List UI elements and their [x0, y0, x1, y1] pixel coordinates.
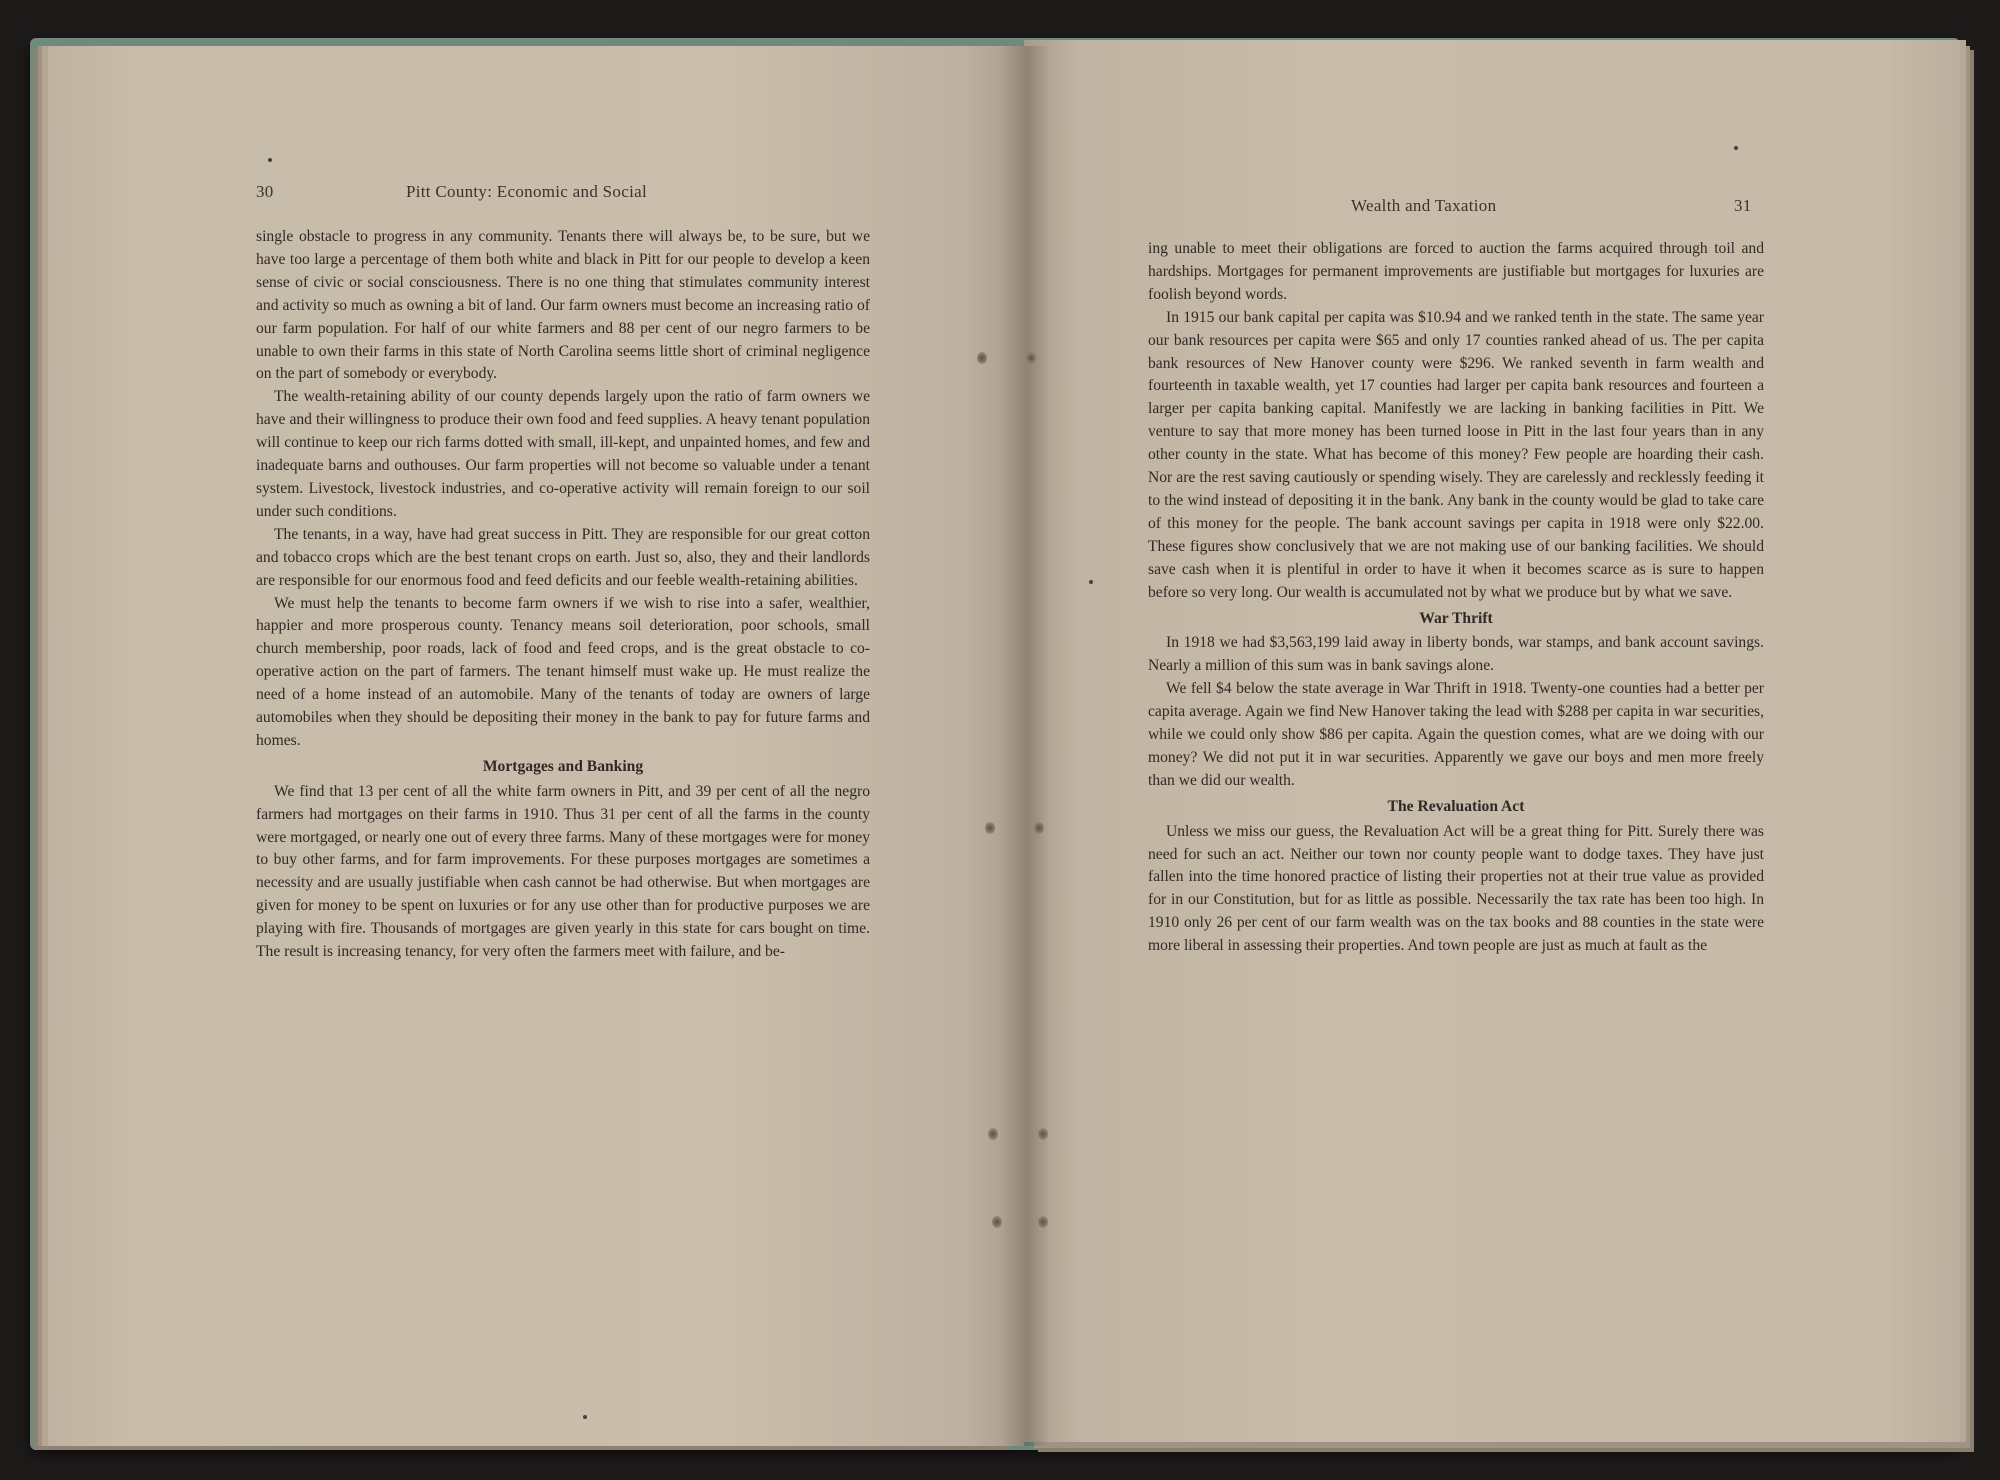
paragraph: The wealth-retaining ability of our county depends largely upon the ratio of farm owners we have and their willingness to produce their own food and feed supplies. A heavy tenant population will continue to keep our rich farms dotted with small, ill-kept, and unpainted homes, and few and inadequate barns and outhouses. Our farm properties will not become so valuable under a tenant system. Livestock, livestock industries, and co-operative activity will remain foreign to our soil under such conditions.	[256, 388, 870, 520]
paragraph: We must help the tenants to become farm owners if we wish to rise into a safer, wealthier, happier and more prosperous county. Tenancy means soil deterioration, poor schools, small church membership, poor roads, lack of food and feed crops, and is the great obstacle to co-operative action on the part of farmers. The tenant himself must wake up. He must realize the need of a home instead of an automobile. Many of the tenants of today are owners of large automobiles when they should be depositing their money in the bank to pay for future farms and homes.	[256, 594, 870, 749]
paragraph: Unless we miss our guess, the Revaluation Act will be a great thing for Pitt. Surely there was need for such an act. Neither our town nor county people want to dodge taxes. They have just fallen into the time honored practice of listing their properties not at their true value as provided for in our Constitution, but for as little as possible. Necessarily the tax rate has been too high. In 1910 only 26 per cent of our farm wealth was on the tax books and 88 counties in the state were more liberal in assessing their properties. And town people are just as much at fault as the	[1148, 822, 1764, 955]
binding-hole	[1038, 1216, 1048, 1228]
section-heading: The Revaluation Act	[1387, 797, 1525, 815]
left-page-number: 30	[256, 182, 274, 201]
left-page-text	[256, 226, 870, 964]
binding-hole	[1026, 352, 1036, 364]
book-gutter	[1000, 46, 1050, 1446]
binding-hole	[992, 1216, 1002, 1228]
right-page-number: 31	[1734, 196, 1752, 215]
binding-hole	[1038, 1128, 1048, 1140]
binding-hole	[1034, 822, 1044, 834]
paper-speck	[1734, 146, 1738, 150]
paragraph: In 1918 we had $3,563,199 laid away in liberty bonds, war stamps, and bank account savings. Nearly a million of this sum was in bank savings alone.	[1148, 634, 1764, 675]
paper-speck	[268, 158, 272, 162]
paper-speck	[583, 1415, 587, 1419]
paragraph: The tenants, in a way, have had great success in Pitt. They are responsible for our great cotton and tobacco crops which are the best tenant crops on earth. Just so, also, they and their landlords are responsible for our enormous food and feed deficits and our feeble wealth-retaining abilities.	[256, 525, 870, 589]
paragraph: We fell $4 below the state average in War Thrift in 1918. Twenty-one counties had a better per capita average. Again we find New Hanover taking the lead with $288 per capita in war securities, while we could only show $86 per capita. Again the question comes, what are we doing with our money? We did not put it in war securities. Apparently we gave our boys and men more freely than we did our wealth.	[1148, 680, 1764, 789]
paragraph: We find that 13 per cent of all the white farm owners in Pitt, and 39 per cent of all the negro farmers had mortgages on their farms in 1910. Thus 31 per cent of all the farms in the county were mortgaged, or nearly one out of every three farms. Many of these mortgages were for money to buy other farms, and for farm improvements. For these purposes mortgages are sometimes a necessity and are usually justifiable when cash cannot be had otherwise. But when mortgages are given for money to be spent on luxuries or for any use other than for productive purposes we are playing with fire. Thousands of mortgages are given yearly in this state for cars bought on time. The result is increasing tenancy, for very often the farmers meet with failure, and be-	[256, 782, 870, 961]
section-heading: Mortgages and Banking	[482, 757, 644, 775]
left-running-head: Pitt County: Economic and Social	[406, 182, 647, 201]
right-running-head: Wealth and Taxation	[1351, 196, 1497, 215]
paragraph: In 1915 our bank capital per capita was $10.94 and we ranked tenth in the state. The same year our bank resources per capita were $65 and only 17 counties ranked ahead of us. The per capita bank resources of New Hanover county were $296. We ranked seventh in farm wealth and fourteenth in taxable wealth, yet 17 counties had larger per capita bank resources and fourteen a larger per capita banking capital. Manifestly we are lacking in banking facilities in Pitt. We venture to say that more money has been turned loose in Pitt in the last four years than in any other county in the state. What has become of this money? Few people are hoarding their cash. Nor are the rest saving cautiously or spending wisely. They are carelessly and recklessly feeding it to the wind instead of depositing it in the bank. Any bank in the county would be glad to take care of this money for the people. The bank account savings per capita in 1918 were only $22.00. These figures show conclusively that we are not making use of our banking facilities. We should save cash when it is plentiful in order to have it when it becomes scarce as is sure to happen before so very long. Our wealth is accumulated not by what we produce but by what we save.	[1148, 308, 1764, 601]
section-heading: War Thrift	[1419, 609, 1493, 627]
binding-hole	[977, 352, 987, 364]
paper-speck	[1089, 580, 1093, 584]
binding-hole	[985, 822, 995, 834]
paragraph: ing unable to meet their obligations are forced to auction the farms acquired through toil and hardships. Mortgages for permanent improvements are justifiable but mortgages for luxuries are foolish beyond words.	[1148, 240, 1764, 303]
binding-hole	[988, 1128, 998, 1140]
paragraph: single obstacle to progress in any community. Tenants there will always be, to be sure, but we have too large a percentage of them both white and black in Pitt for our people to develop a keen sense of civic or social consciousness. There is no one thing that stimulates community interest and activity so much as owning a bit of land. Our farm owners must become an increasing ratio of our farm population. For half of our white farmers and 88 per cent of our negro farmers to be unable to own their farms in this state of North Carolina seems little short of criminal negligence on the part of somebody or everybody.	[256, 228, 870, 383]
right-page-text	[1148, 238, 1764, 958]
